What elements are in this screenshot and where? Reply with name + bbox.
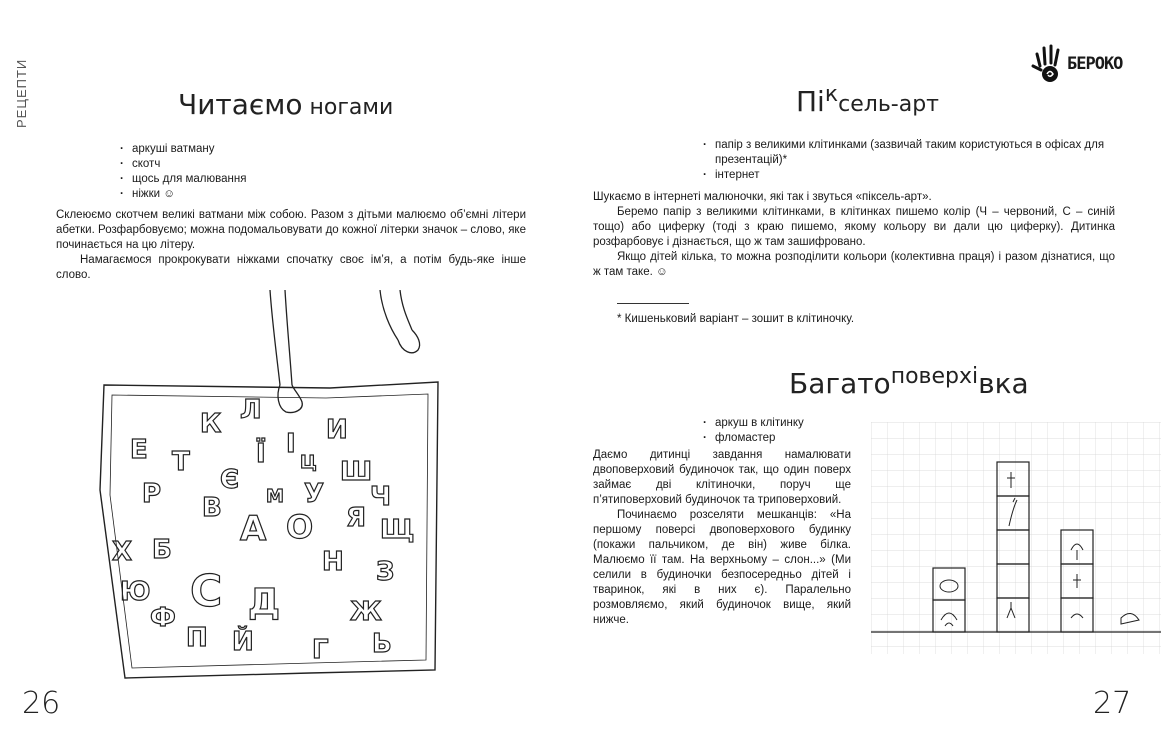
paragraph: Починаємо розселяти мешканців: «На першому поверсі двоповерхового будинку (покажи пальчиком, де він) живе білка. Малюємо її там. На верхньому – слон...» (Ми селили в будиночки безпосередньо дітей і тваринок, які в них є). Паралельно розмовляємо, який будиночок вище, який нижче. bbox=[593, 509, 851, 626]
title-part-2: к bbox=[824, 82, 839, 107]
mat-letter: Й bbox=[232, 627, 254, 657]
mat-letter: Р bbox=[142, 479, 162, 509]
publisher-logo bbox=[1031, 44, 1122, 84]
mat-letter: Н bbox=[322, 547, 344, 577]
mat-letter: Ц bbox=[300, 452, 317, 473]
mat-letter: Я bbox=[346, 503, 367, 533]
recipe-title bbox=[178, 88, 393, 121]
mat-letter: Д bbox=[248, 582, 281, 623]
mat-letter: М bbox=[266, 486, 284, 507]
title-part-1: Багато bbox=[789, 367, 891, 400]
paragraph: Шукаємо в інтернеті малюночки, які так і звуться «піксель-арт». bbox=[593, 191, 932, 203]
recipe-title bbox=[789, 364, 1029, 400]
mat-letter: В bbox=[202, 493, 222, 523]
paragraph: Склеюємо скотчем великі ватмани між собою. Разом з дітьми малюємо об’ємні літери абетки. Розфарбовуємо; можна подомальовувати до кожної літерки значок – слово, яке починається на цю літеру. bbox=[56, 209, 526, 251]
paragraph: Даємо дитинці завдання намалювати двоповерховий будиночок так, що один поверх займає дві клітиночки, поруч ще п’ятиповерховий будиночок та триповерховий. bbox=[593, 449, 851, 506]
materials-list bbox=[701, 138, 1111, 183]
title-part-1: Пі bbox=[796, 85, 825, 118]
mat-letter: О bbox=[286, 508, 314, 546]
mat-letter: І bbox=[286, 429, 296, 459]
mat-letter: А bbox=[240, 509, 267, 549]
mat-letter: Щ bbox=[380, 515, 415, 545]
mat-letter: Ш bbox=[340, 457, 373, 487]
mat-letter: Ж bbox=[350, 597, 382, 627]
section-label: РЕЦЕПТИ bbox=[14, 58, 29, 128]
list-item: · папір з великими клітинками (зазвичай таким користуються в офісах для презентацій)* bbox=[701, 138, 1111, 168]
paragraph: Якщо дітей кілька, то можна розподілити кольори (колективна праця) і разом дізнатися, що ж там таке. ☺ bbox=[593, 251, 1115, 278]
mat-letter: Г bbox=[312, 635, 329, 665]
instructions-text bbox=[593, 190, 1115, 280]
list-item: · скотч bbox=[118, 157, 418, 172]
mat-letter: Б bbox=[152, 535, 172, 565]
instructions-text bbox=[593, 448, 851, 628]
title-part-1: Читаємо bbox=[178, 88, 303, 121]
title-part-2: поверхі bbox=[890, 364, 979, 389]
title-part-3: вка bbox=[978, 367, 1029, 400]
mat-letter: Т bbox=[172, 447, 190, 477]
mat-letter: Є bbox=[220, 465, 240, 495]
instructions-text bbox=[56, 208, 526, 283]
footnote-divider bbox=[617, 303, 689, 304]
mat-letter: У bbox=[304, 479, 325, 509]
mat-letter: З bbox=[376, 557, 395, 587]
list-item: · ніжки ☺ bbox=[118, 187, 418, 202]
mat-letter: И bbox=[326, 415, 348, 445]
mat-letter: Ф bbox=[150, 603, 176, 633]
logo-text: БЕРОКО bbox=[1067, 54, 1123, 74]
mat-letter: Х bbox=[112, 537, 133, 567]
title-part-2: ногами bbox=[302, 95, 394, 120]
page-number: 26 bbox=[22, 686, 61, 721]
grid-houses-illustration bbox=[871, 422, 1161, 654]
mat-letter: П bbox=[186, 623, 208, 653]
list-item: · щось для малювання bbox=[118, 172, 418, 187]
mat-letter: Ї bbox=[256, 439, 266, 469]
title-part-3: сель-арт bbox=[838, 92, 939, 117]
left-page bbox=[0, 0, 581, 750]
list-item: · аркуші ватману bbox=[118, 142, 418, 157]
hand-logo-icon bbox=[1031, 44, 1065, 84]
paragraph: Намагаємося прокрокувати ніжками спочатку своє ім’я, а потім будь-яке інше слово. bbox=[56, 254, 526, 281]
footnote: * Кишеньковий варіант – зошит в клітиночку. bbox=[617, 313, 855, 325]
list-item: · фломастер bbox=[701, 431, 901, 446]
recipe-title bbox=[796, 82, 939, 118]
page-number: 27 bbox=[1093, 686, 1132, 721]
mat-letter: Ь bbox=[372, 629, 392, 659]
mat-letter: Ч bbox=[370, 482, 392, 512]
list-item: · інтернет bbox=[701, 168, 1111, 183]
alphabet-mat-illustration bbox=[90, 290, 450, 685]
right-page bbox=[581, 0, 1163, 750]
mat-letter: Е bbox=[130, 435, 148, 465]
mat-letter: Ю bbox=[120, 577, 151, 607]
mat-letter: С bbox=[190, 566, 223, 617]
materials-list bbox=[118, 142, 418, 202]
paragraph: Беремо папір з великими клітинками, в клітинках пишемо колір (Ч – червоний, С – синій тощо) або циферку (тоді з краю пишемо, якому кольору ви дали цю циферку). Дитинка розфарбовує і дізнається, що ж там зашифровано. bbox=[593, 206, 1115, 248]
mat-letter: К bbox=[200, 409, 222, 439]
mat-letter: Л bbox=[240, 395, 262, 425]
list-item: · аркуш в клітинку bbox=[701, 416, 901, 431]
